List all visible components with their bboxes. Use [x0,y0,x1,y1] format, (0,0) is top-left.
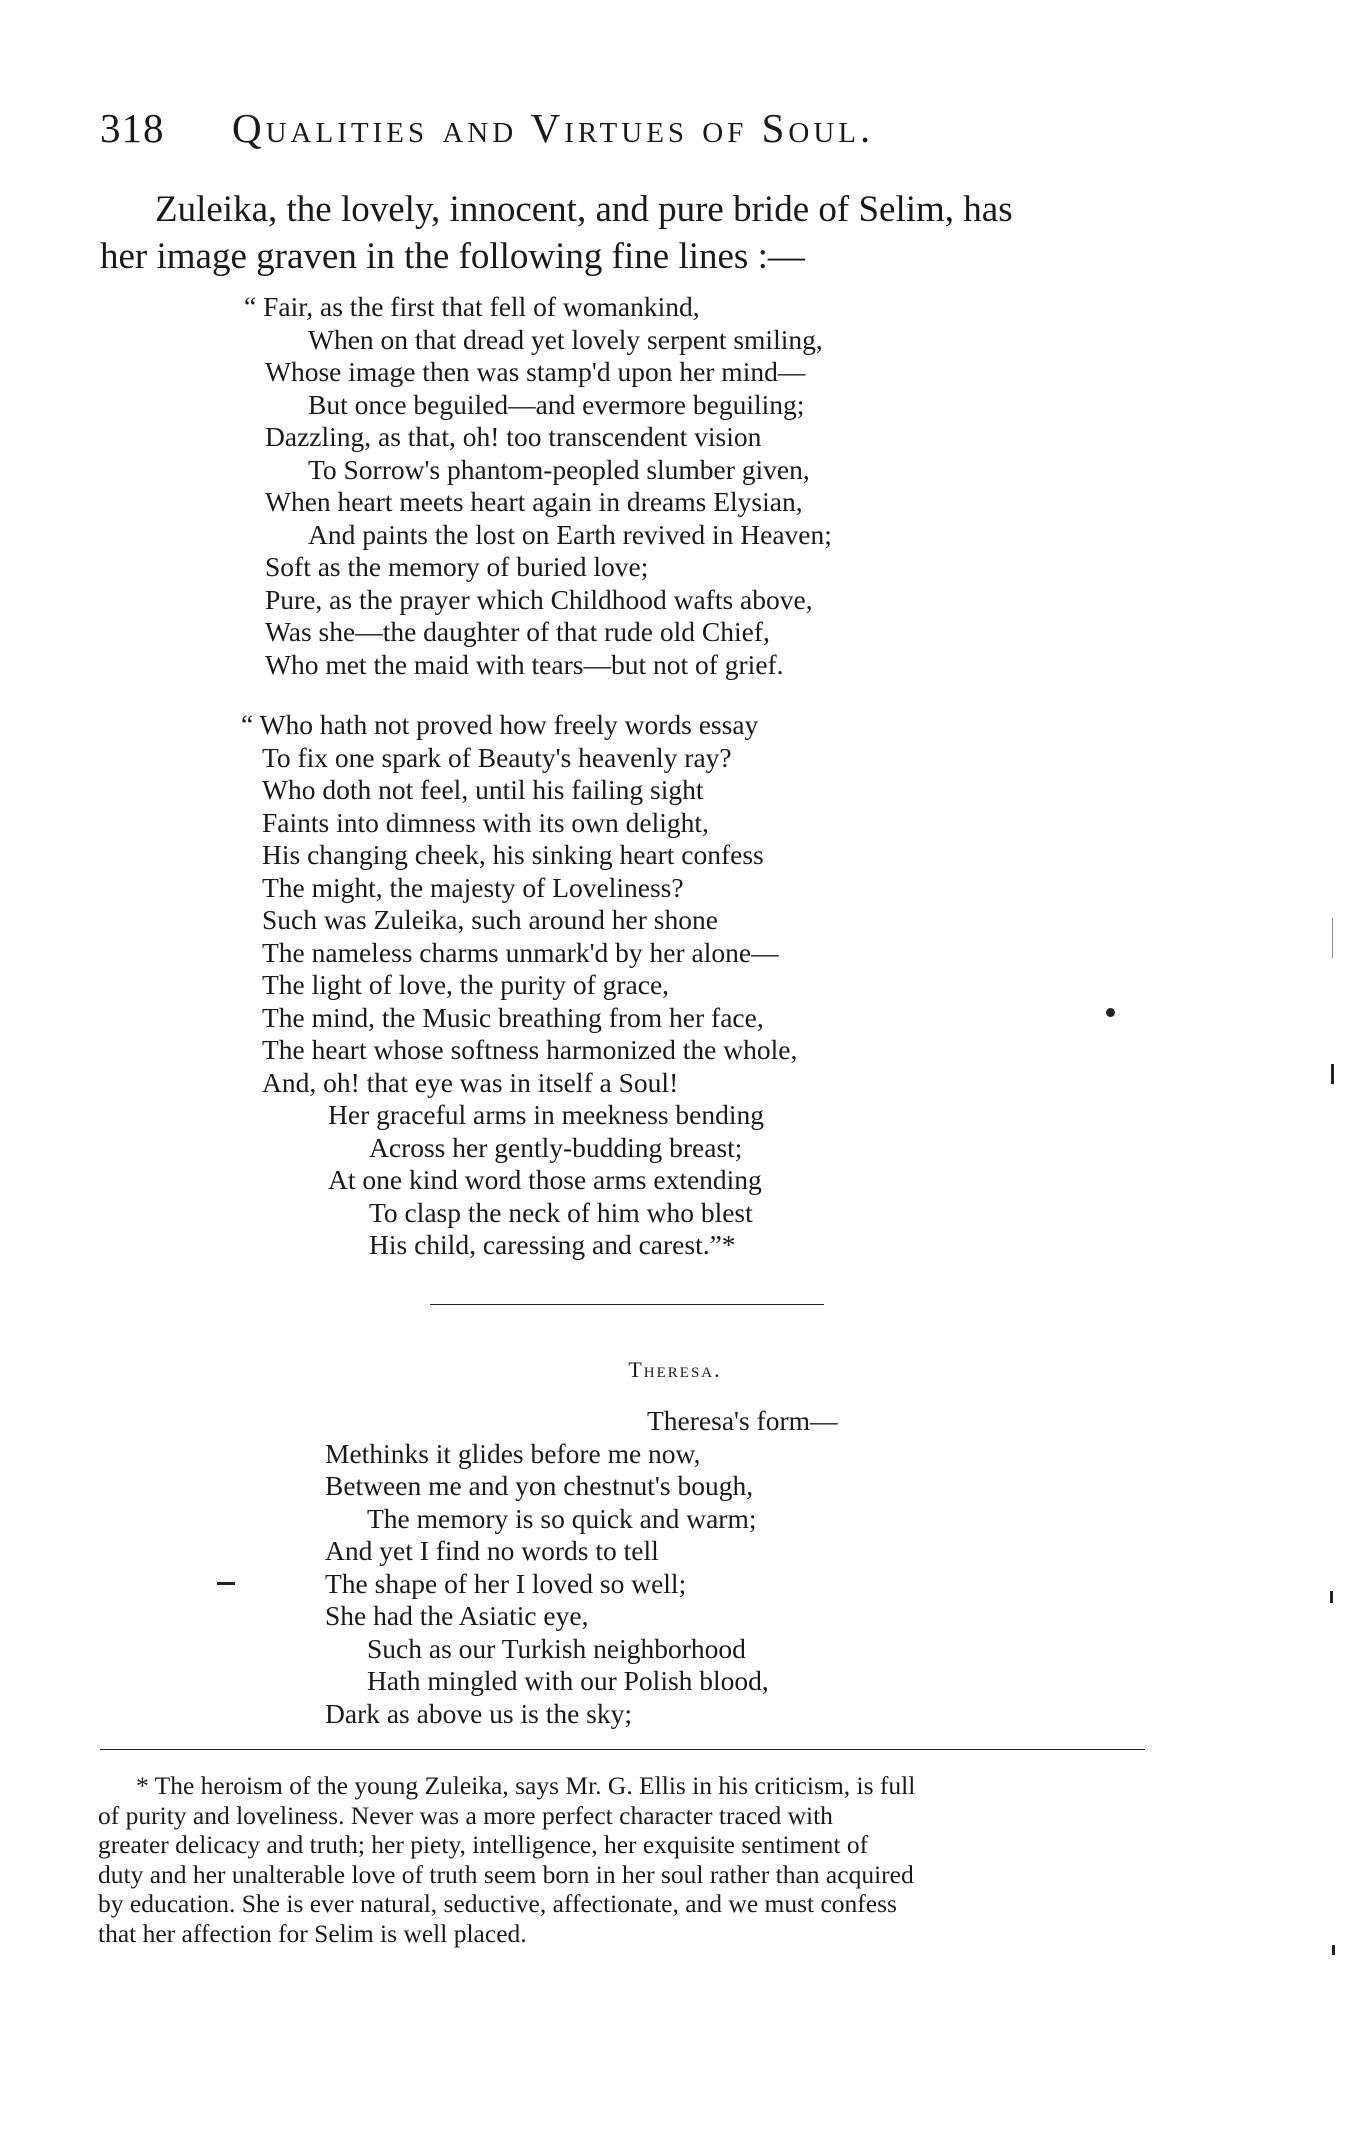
verse-line: “ Fair, as the first that fell of womankind, [244,291,700,322]
verse-line: The light of love, the purity of grace, [262,969,670,1000]
section-divider [430,1304,824,1305]
verse-line: And yet I find no words to tell [325,1535,659,1566]
footnote-line: by education. She is ever natural, seductive, affectionate, and we must confess [98,1889,897,1918]
verse-line: Theresa's form— [647,1405,838,1436]
verse-line: Whose image then was stamp'd upon her mind— [265,356,806,387]
verse-line: Hath mingled with our Polish blood, [367,1665,769,1696]
verse-line: Such as our Turkish neighborhood [367,1632,746,1664]
verse-line: The might, the majesty of Loveliness? [262,871,684,903]
intro-line: her image graven in the following fine lines :— [100,236,805,277]
footnote-divider [100,1749,1145,1750]
verse-line: Who met the maid with tears—but not of grief. [265,648,784,680]
footnote [98,1771,1153,1948]
verse-line: Dark as above us is the sky; [325,1697,633,1729]
scan-speck [1330,1591,1333,1603]
verse-line: Such was Zuleika, such around her shone [262,904,718,935]
scan-speck [1332,918,1333,958]
running-title: Qualities and Virtues of Soul. [232,105,875,151]
verse-line: Across her gently-budding breast; [369,1131,743,1163]
poem-stanza-theresa [325,1405,838,1730]
verse-line: She had the Asiatic eye, [325,1600,589,1631]
page-header [100,104,1180,164]
verse-line: Soft as the memory of buried love; [265,551,649,582]
verse-line: Between me and yon chestnut's bough, [325,1470,754,1501]
verse-line: And paints the lost on Earth revived in Heaven; [308,518,832,550]
verse-line: Who doth not feel, until his failing sight [262,774,704,805]
intro-line: Zuleika, the lovely, innocent, and pure bride of Selim, has [155,189,1013,230]
verse-line: Was she—the daughter of that rude old Chief, [265,616,770,647]
verse-line: Faints into dimness with its own delight, [262,806,709,838]
poem-stanza-zuleika-beauty [241,709,798,1262]
verse-line: And, oh! that eye was in itself a Soul! [262,1066,679,1098]
verse-line: The shape of her I loved so well; [325,1567,687,1599]
footnote-line: duty and her unalterable love of truth seem born in her soul rather than acquired [98,1859,914,1889]
verse-line: To fix one spark of Beauty's heavenly ray? [262,741,732,773]
verse-line: To clasp the neck of him who blest [369,1196,753,1228]
verse-line: Methinks it glides before me now, [325,1437,701,1469]
verse-line: At one kind word those arms extending [328,1164,762,1195]
footnote-line: of purity and loveliness. Never was a more perfect character traced with [98,1800,833,1830]
verse-line: The nameless charms unmark'd by her alone— [262,936,779,968]
verse-line: Dazzling, as that, oh! too transcendent vision [265,421,762,452]
footnote-line: greater delicacy and truth; her piety, intelligence, her exquisite sentiment of [98,1830,869,1859]
verse-line: Her graceful arms in meekness bending [328,1099,765,1130]
intro-paragraph [100,186,1180,280]
verse-line: But once beguiled—and evermore beguiling; [308,388,805,420]
verse-line: When heart meets heart again in dreams Elysian, [265,486,803,517]
verse-line: The memory is so quick and warm; [367,1502,757,1534]
page-number: 318 [100,105,165,151]
footnote-line: * The heroism of the young Zuleika, says Mr. G. Ellis in his criticism, is full [136,1771,916,1800]
scan-speck [1331,1064,1334,1084]
verse-line: The heart whose softness harmonized the whole, [262,1034,798,1065]
section-title: Theresa. [628,1357,722,1382]
scan-speck [217,1582,235,1585]
verse-line: Pure, as the prayer which Childhood wafts above, [265,583,813,615]
scan-speck [1332,1945,1335,1955]
verse-line: When on that dread yet lovely serpent smiling, [308,323,823,355]
footnote-line: that her affection for Selim is well placed. [98,1918,527,1948]
scan-speck [1106,1008,1115,1017]
verse-line: “ Who hath not proved how freely words essay [241,709,759,740]
verse-line: To Sorrow's phantom-peopled slumber given, [308,453,810,485]
verse-line: His child, caressing and carest.”* [369,1229,736,1260]
poem-stanza-zuleika-fair [244,291,832,681]
verse-line: His changing cheek, his sinking heart confess [262,839,764,870]
verse-line: The mind, the Music breathing from her face, [262,1001,764,1033]
